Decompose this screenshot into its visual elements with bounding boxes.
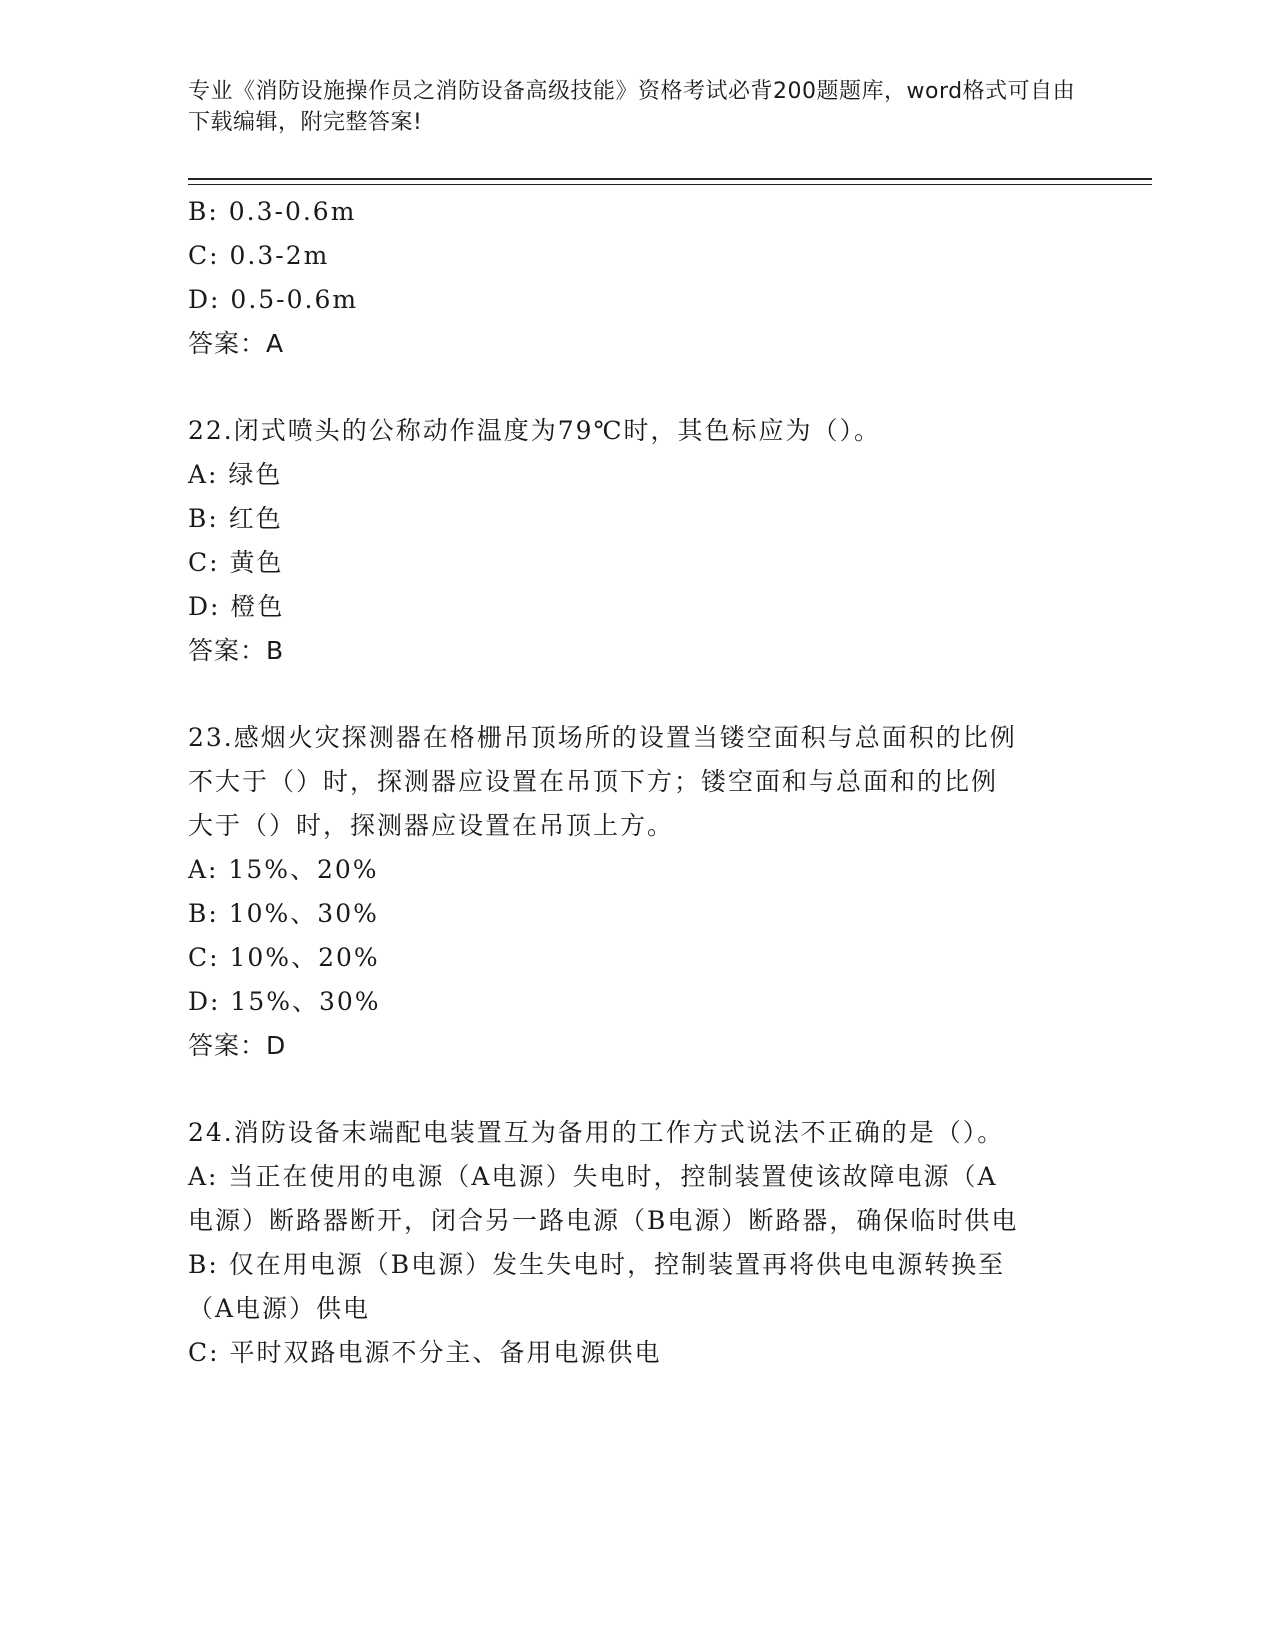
q23-stem-line-3: 大于（）时，探测器应设置在吊顶上方。 [188, 811, 675, 840]
q23-stem-line-1: 23.感烟火灾探测器在格栅吊顶场所的设置当镂空面积与总面积的比例 [188, 723, 1017, 752]
header-divider-thin [188, 184, 1152, 185]
q24-option-b-line-2: （A电源）供电 [188, 1294, 371, 1323]
prev-option-d: D: 0.5-0.6m [188, 285, 359, 314]
q24-option-a-line-1: A: 当正在使用的电源（A电源）失电时，控制装置使该故障电源（A [188, 1162, 998, 1191]
prev-option-b: B: 0.3-0.6m [188, 197, 357, 226]
q22-option-b: B: 红色 [188, 504, 283, 533]
q22-option-c: C: 黄色 [188, 548, 284, 577]
q23-option-b: B: 10%、30% [188, 899, 379, 928]
q22-answer: 答案：B [188, 636, 285, 665]
q22-option-a: A: 绿色 [188, 460, 283, 489]
q24-stem: 24.消防设备末端配电装置互为备用的工作方式说法不正确的是（）。 [188, 1118, 1005, 1147]
q24-option-c: C: 平时双路电源不分主、备用电源供电 [188, 1338, 662, 1367]
q23-option-a: A: 15%、20% [188, 855, 379, 884]
q24-option-a-line-2: 电源）断路器断开，闭合另一路电源（B电源）断路器，确保临时供电 [188, 1206, 1019, 1235]
prev-answer: 答案：A [188, 329, 285, 358]
document-header: 专业《消防设施操作员之消防设备高级技能》资格考试必背200题题库，word格式可自由下载编辑，附完整答案! [188, 79, 1076, 135]
q22-stem: 22.闭式喷头的公称动作温度为79℃时，其色标应为（）。 [188, 416, 882, 445]
q23-option-d: D: 15%、30% [188, 987, 381, 1016]
prev-option-c: C: 0.3-2m [188, 241, 330, 270]
q23-stem-line-2: 不大于（）时，探测器应设置在吊顶下方；镂空面和与总面和的比例 [188, 767, 999, 796]
q23-option-c: C: 10%、20% [188, 943, 380, 972]
q23-answer: 答案：D [188, 1031, 287, 1060]
q22-option-d: D: 橙色 [188, 592, 285, 621]
header-divider-thick [188, 178, 1152, 180]
q24-option-b-line-1: B: 仅在用电源（B电源）发生失电时，控制装置再将供电电源转换至 [188, 1250, 1006, 1279]
